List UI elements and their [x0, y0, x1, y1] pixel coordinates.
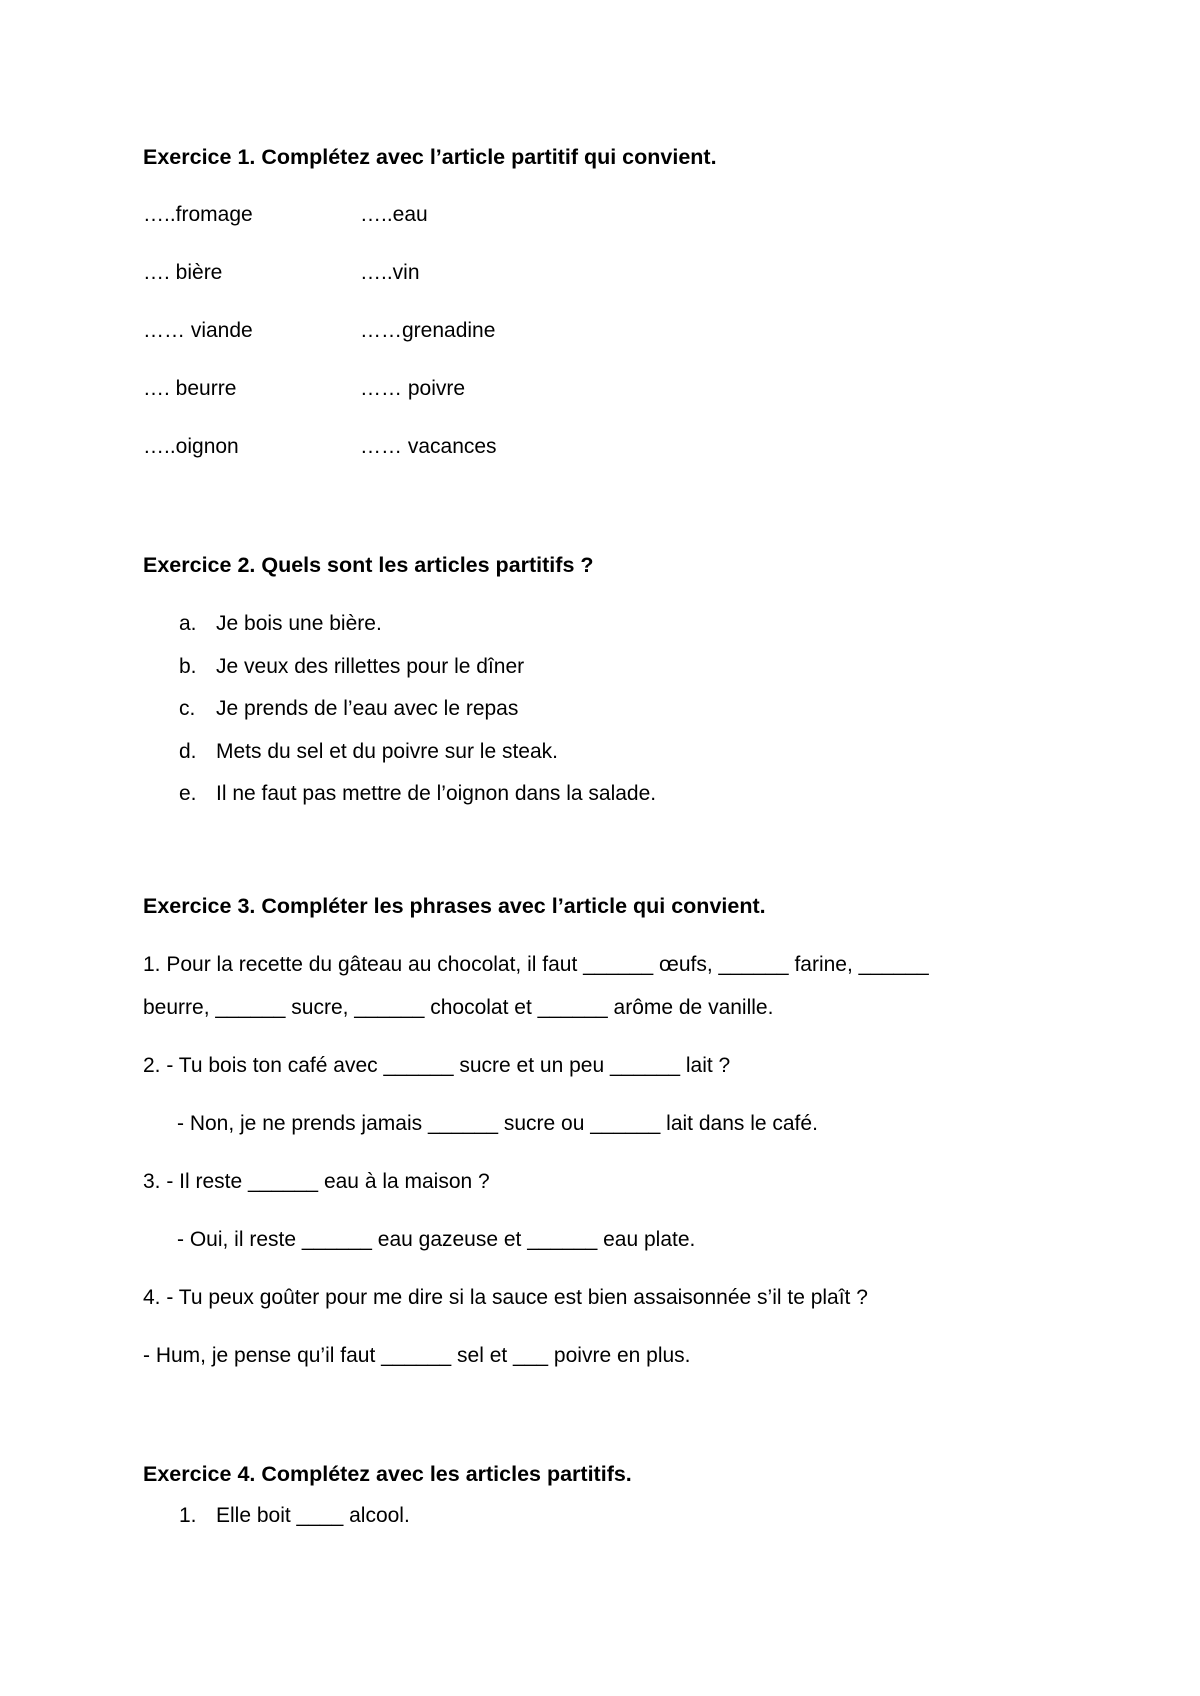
exercise-4-title: Exercice 4. Complétez avec les articles partitifs.	[143, 1462, 632, 1486]
list-item: Je bois une bière.	[216, 612, 382, 635]
list-label: c.	[179, 697, 196, 720]
ex1-item: …..fromage	[143, 203, 253, 226]
exercise-1-title: Exercice 1. Complétez avec l’article partitif qui convient.	[143, 145, 717, 169]
ex1-item: …… poivre	[360, 377, 466, 400]
list-label: a.	[179, 612, 197, 635]
ex3-sentence: - Oui, il reste ______ eau gazeuse et ______ eau plate.	[177, 1228, 696, 1251]
list-label: e.	[179, 782, 197, 805]
ex1-item: ……grenadine	[360, 319, 496, 342]
list-item: Mets du sel et du poivre sur le steak.	[216, 740, 558, 763]
list-label: b.	[179, 655, 197, 678]
list-item: Je veux des rillettes pour le dîner	[216, 655, 525, 678]
ex3-sentence: - Non, je ne prends jamais ______ sucre ou ______ lait dans le café.	[177, 1112, 818, 1135]
ex1-item: …..oignon	[143, 435, 239, 458]
ex1-item: …..eau	[360, 203, 428, 226]
ex3-sentence: 2. - Tu bois ton café avec ______ sucre et un peu ______ lait ?	[143, 1054, 731, 1077]
list-label: 1.	[179, 1504, 197, 1527]
exercise-2-title: Exercice 2. Quels sont les articles partitifs ?	[143, 553, 594, 577]
ex1-item: …..vin	[360, 261, 420, 284]
ex3-sentence: beurre, ______ sucre, ______ chocolat et ______ arôme de vanille.	[143, 996, 774, 1019]
list-label: d.	[179, 740, 197, 763]
ex3-sentence: 3. - Il reste ______ eau à la maison ?	[143, 1170, 490, 1193]
ex1-item: …… viande	[143, 319, 253, 342]
list-item: Elle boit ____ alcool.	[216, 1504, 410, 1527]
ex3-sentence: - Hum, je pense qu’il faut ______ sel et ___ poivre en plus.	[143, 1344, 691, 1367]
list-item: Il ne faut pas mettre de l’oignon dans la salade.	[216, 782, 657, 805]
ex1-item: …. bière	[143, 261, 223, 284]
list-item: Je prends de l’eau avec le repas	[216, 697, 519, 720]
exercise-3-title: Exercice 3. Compléter les phrases avec l’article qui convient.	[143, 894, 766, 918]
ex1-item: …. beurre	[143, 377, 237, 400]
ex1-item: …… vacances	[360, 435, 497, 458]
ex3-sentence: 1. Pour la recette du gâteau au chocolat, il faut ______ œufs, ______ farine, ______	[143, 953, 929, 976]
ex3-sentence: 4. - Tu peux goûter pour me dire si la sauce est bien assaisonnée s’il te plaît ?	[143, 1286, 868, 1309]
